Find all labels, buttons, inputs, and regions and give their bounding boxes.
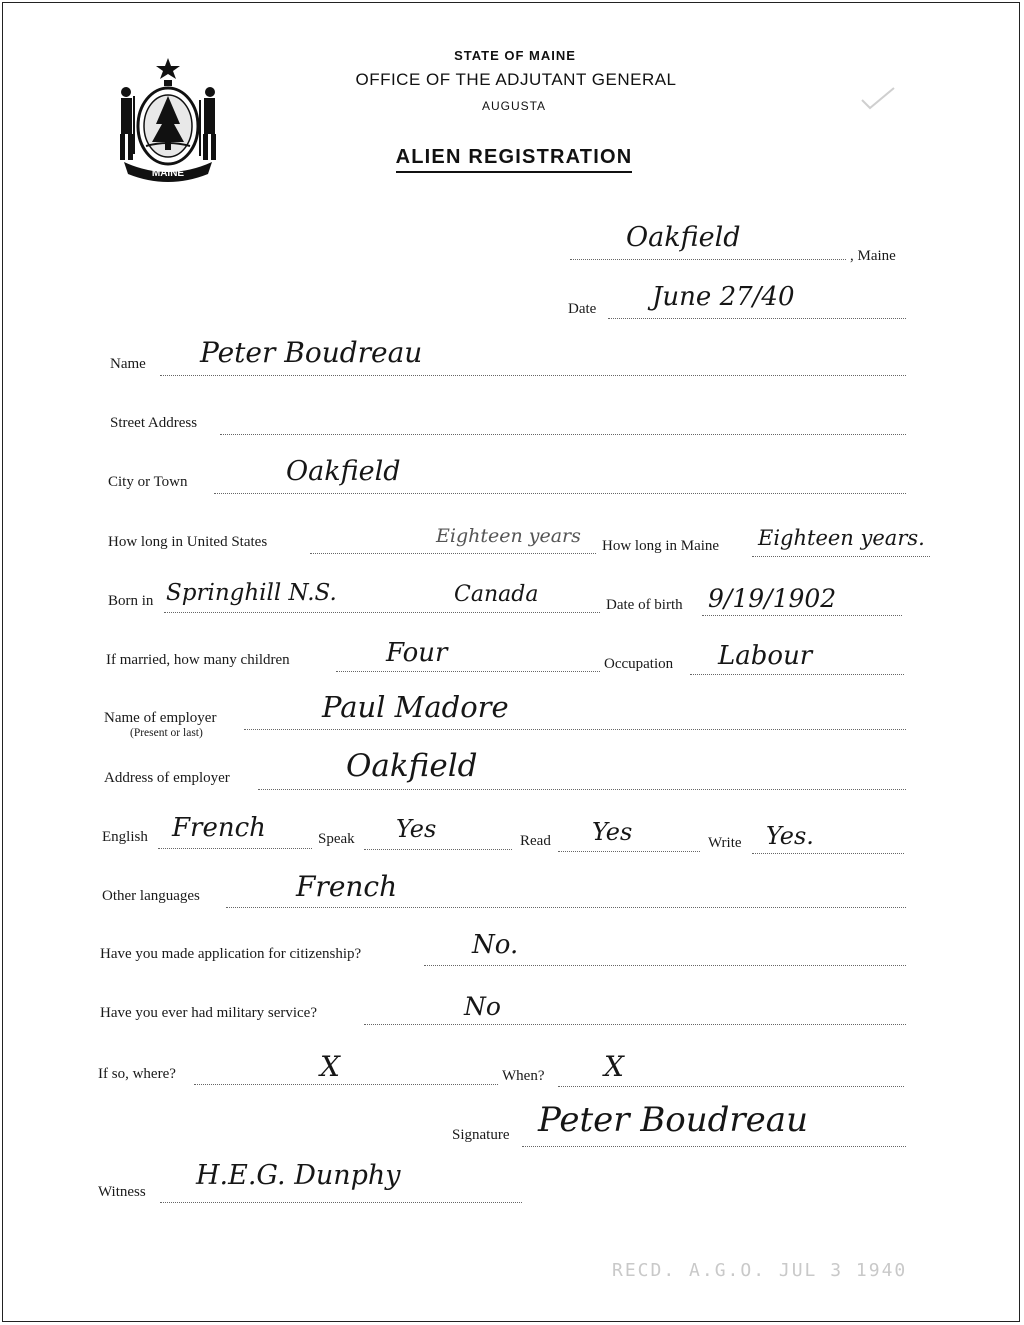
name-label: Name — [110, 356, 146, 372]
other-languages-value: French — [296, 870, 398, 903]
other-languages-line — [226, 907, 906, 908]
town-line — [570, 259, 846, 260]
english-label: English — [102, 829, 148, 845]
form-title-text: ALIEN REGISTRATION — [396, 146, 633, 173]
employer-address-label: Address of employer — [104, 770, 230, 786]
employer-name-label: Name of employer — [104, 710, 217, 726]
signature-value: Peter Boudreau — [538, 1100, 808, 1140]
citizenship-label: Have you made application for citizenship? — [100, 946, 362, 962]
citizenship-line — [424, 965, 906, 966]
town-value: Oakfield — [626, 222, 741, 253]
married-children-label: If married, how many children — [106, 652, 290, 668]
english-value: French — [172, 813, 266, 843]
signature-line — [522, 1146, 906, 1147]
state-heading: STATE OF MAINE — [454, 48, 576, 63]
received-stamp: RECD. A.G.O. JUL 3 1940 — [612, 1260, 908, 1281]
city-value: Oakfield — [286, 456, 401, 487]
read-value: Yes — [592, 818, 633, 846]
where-line — [194, 1084, 498, 1085]
seal-motto: MAINE — [151, 168, 185, 179]
city-line — [214, 493, 906, 494]
employer-name-value: Paul Madore — [322, 690, 509, 724]
write-line — [752, 853, 904, 854]
how-long-maine-line — [752, 556, 930, 557]
employer-address-line — [258, 789, 906, 790]
date-of-birth-line — [702, 615, 902, 616]
write-value: Yes. — [766, 822, 814, 850]
born-place-value: Springhill N.S. — [166, 580, 337, 606]
english-line — [158, 848, 312, 849]
how-long-us-line — [310, 553, 596, 554]
date-value: June 27/40 — [652, 282, 795, 312]
office-heading: OFFICE OF THE ADJUTANT GENERAL — [355, 70, 677, 89]
when-label: When? — [502, 1068, 545, 1084]
date-of-birth-value: 9/19/1902 — [708, 584, 837, 613]
witness-line — [160, 1202, 522, 1203]
how-long-us-label: How long in United States — [108, 534, 268, 550]
where-value: X — [320, 1050, 340, 1083]
street-label: Street Address — [110, 415, 198, 431]
speak-line — [364, 849, 512, 850]
city-heading: AUGUSTA — [481, 99, 547, 113]
occupation-value: Labour — [718, 641, 813, 671]
military-line — [364, 1024, 906, 1025]
how-long-us-value: Eighteen years — [436, 525, 581, 547]
employer-name-line — [244, 729, 906, 730]
married-children-line — [336, 671, 600, 672]
born-in-label: Born in — [108, 593, 154, 609]
how-long-maine-label: How long in Maine — [602, 538, 720, 554]
born-in-line — [164, 612, 600, 613]
how-long-maine-value: Eighteen years. — [758, 526, 925, 550]
citizenship-value: No. — [472, 930, 519, 960]
signature-label: Signature — [452, 1127, 510, 1143]
name-value: Peter Boudreau — [200, 336, 423, 369]
witness-label: Witness — [98, 1184, 146, 1200]
employer-name-sublabel: (Present or last) — [130, 727, 203, 739]
street-line — [220, 434, 906, 435]
children-value: Four — [386, 638, 448, 668]
witness-value: H.E.G. Dunphy — [196, 1160, 401, 1191]
military-value: No — [464, 992, 501, 1021]
speak-label: Speak — [318, 831, 355, 847]
write-label: Write — [708, 835, 742, 851]
born-country-value: Canada — [454, 582, 539, 607]
occupation-label: Occupation — [604, 656, 674, 672]
when-value: X — [604, 1050, 624, 1083]
date-of-birth-label: Date of birth — [606, 597, 683, 613]
when-line — [558, 1086, 904, 1087]
other-languages-label: Other languages — [102, 888, 200, 904]
occupation-line — [690, 674, 904, 675]
date-label: Date — [568, 301, 597, 317]
speak-value: Yes — [396, 815, 437, 843]
form-title — [2, 146, 1024, 169]
read-line — [558, 851, 700, 852]
where-label: If so, where? — [98, 1066, 176, 1082]
military-label: Have you ever had military service? — [100, 1005, 317, 1021]
city-label: City or Town — [108, 474, 188, 490]
employer-address-value: Oakfield — [346, 748, 478, 784]
date-line — [608, 318, 906, 319]
read-label: Read — [520, 833, 551, 849]
maine-label: , Maine — [850, 248, 896, 264]
name-line — [160, 375, 906, 376]
checkmark-icon — [858, 84, 898, 114]
